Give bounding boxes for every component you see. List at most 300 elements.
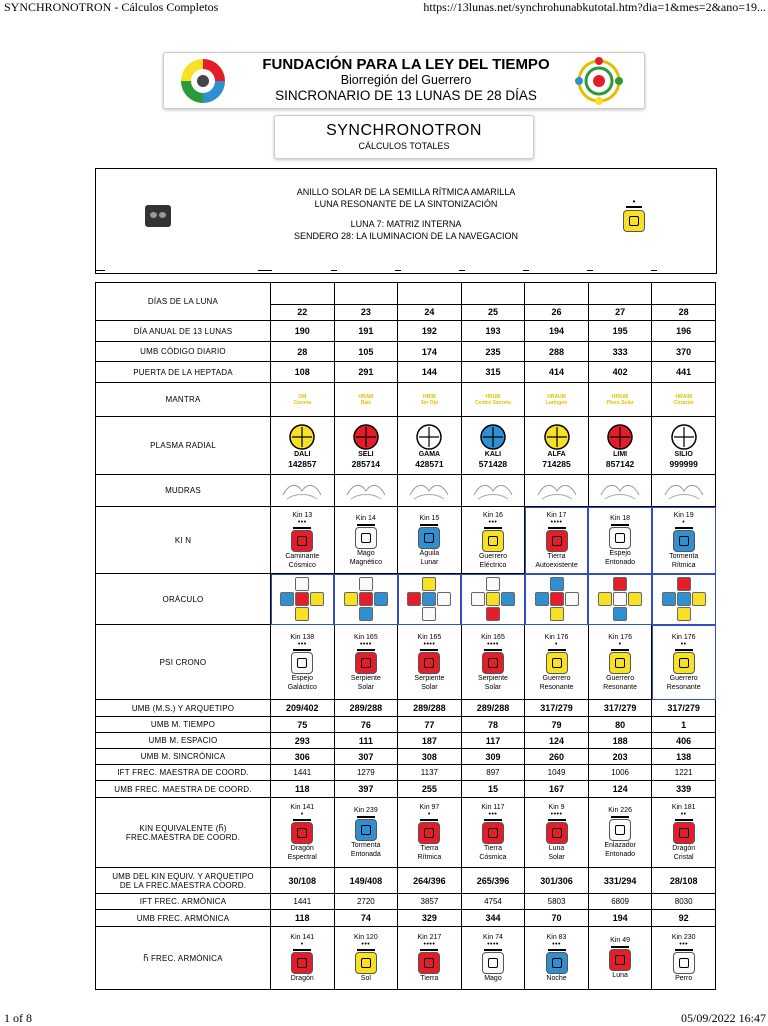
psi-kin-glyph-icon bbox=[418, 652, 440, 674]
cell-umb_eq: 149/408 bbox=[334, 868, 398, 894]
plasma-name: SILIO bbox=[674, 450, 693, 458]
psi-kin-glyph-icon bbox=[355, 652, 377, 674]
row-psi bbox=[96, 625, 716, 700]
cell-umb_eq: 265/396 bbox=[461, 868, 525, 894]
row-label-umb_eq bbox=[96, 868, 271, 894]
cell-sincro: 306 bbox=[271, 749, 335, 765]
row-label-mudras: MUDRAS bbox=[96, 475, 271, 507]
cell-umb_ms: 209/402 bbox=[271, 700, 335, 717]
cell-mudras bbox=[334, 475, 398, 507]
equiv-kin-glyph-icon bbox=[418, 822, 440, 844]
cell-mantra bbox=[588, 383, 652, 417]
synchronotron-title: SYNCHRONOTRON bbox=[326, 122, 482, 139]
plasma-value: 428571 bbox=[415, 458, 444, 469]
row-label-line-2: DE LA FREC.MAESTRA COORD. bbox=[119, 880, 247, 890]
print-header-url: https://13lunas.net/synchrohunabkutotal.htm?dia=1&mes=2&ano=19... bbox=[423, 0, 766, 14]
cell-sincro: 307 bbox=[334, 749, 398, 765]
cell-eq bbox=[525, 798, 589, 868]
harmonic-kin-glyph-icon bbox=[609, 949, 631, 971]
row-mantra bbox=[96, 383, 716, 417]
row-umbf bbox=[96, 781, 716, 798]
mantra-word: HRIM bbox=[423, 393, 436, 400]
day-number: 23 bbox=[335, 304, 398, 320]
cell-ift_arm: 4754 bbox=[461, 894, 525, 910]
harmonic-kin-number: Kin 120 bbox=[353, 934, 378, 941]
equiv-kin-name-2: Cósmica bbox=[479, 854, 507, 861]
equiv-kin-number: Kin 9 bbox=[548, 804, 565, 811]
synchronotron-subtitle: CÁLCULOS TOTALES bbox=[358, 141, 450, 151]
psi-kin-glyph-icon bbox=[546, 652, 568, 674]
kin-name-2: Magnético bbox=[349, 558, 382, 566]
psi-kin-tone-bar-icon bbox=[611, 649, 629, 651]
kin-glyph-icon bbox=[291, 530, 313, 552]
psi-kin-name-1: Serpiente bbox=[414, 674, 445, 682]
cell-mudras bbox=[588, 475, 652, 507]
psi-kin-tone-bar-icon bbox=[484, 649, 502, 651]
cell-oraculo bbox=[652, 574, 716, 625]
cell-dias bbox=[461, 283, 525, 321]
cell-ift: 1006 bbox=[588, 765, 652, 781]
cell-puerta: 315 bbox=[461, 362, 525, 383]
psi-kin-tone-bar-icon bbox=[357, 649, 375, 651]
psi-kin-number: Kin 176 bbox=[671, 633, 696, 641]
equiv-kin-tone-bar-icon bbox=[548, 819, 566, 821]
mantra-word: HRIUM bbox=[611, 393, 629, 400]
kin-number: Kin 15 bbox=[419, 514, 440, 522]
cell-plasma bbox=[334, 417, 398, 475]
psi-kin-glyph-icon bbox=[609, 652, 631, 674]
cell-kin bbox=[588, 507, 652, 574]
oracle-cross-icon bbox=[271, 577, 334, 621]
cell-ift_arm: 5803 bbox=[525, 894, 589, 910]
kin-name-2: Cósmico bbox=[288, 561, 316, 569]
row-label-line-2: FREC.MAESTRA DE COORD. bbox=[125, 832, 241, 842]
mudra-hands-icon bbox=[595, 477, 645, 503]
row-kin bbox=[96, 507, 716, 574]
cell-plasma bbox=[588, 417, 652, 475]
cell-mantra bbox=[652, 383, 716, 417]
row-label-line-1: UMB DEL KIN EQUIV. Y ARQUETIPO bbox=[112, 871, 254, 881]
equiv-kin-number: Kin 226 bbox=[608, 807, 632, 814]
row-label-umb_arm: UMB FREC. ARMÓNICA bbox=[96, 910, 271, 927]
cell-ift: 1049 bbox=[525, 765, 589, 781]
moon-image bbox=[145, 205, 171, 227]
equiv-kin-tone-dots-icon: ••• bbox=[488, 811, 498, 818]
kin-name-2: Lunar bbox=[420, 558, 439, 566]
harmonic-kin-glyph-icon bbox=[482, 952, 504, 974]
cell-umb_eq: 331/294 bbox=[588, 868, 652, 894]
kin-number: Kin 18 bbox=[610, 514, 631, 522]
banner-title: FUNDACIÓN PARA LA LEY DEL TIEMPO bbox=[262, 56, 550, 73]
equiv-kin-name-1: Tierra bbox=[483, 845, 502, 852]
psi-kin-name-2: Resonante bbox=[539, 683, 574, 691]
cell-umbf: 167 bbox=[525, 781, 589, 798]
plasma-name: ALFA bbox=[547, 450, 566, 458]
cell-oraculo bbox=[398, 574, 462, 625]
cell-ift_arm: 8030 bbox=[652, 894, 716, 910]
cell-plasma bbox=[271, 417, 335, 475]
psi-kin-tone-bar-icon bbox=[548, 649, 566, 651]
kin-glyph-icon bbox=[418, 527, 440, 549]
mudra-hands-icon bbox=[468, 477, 518, 503]
cell-tiempo: 77 bbox=[398, 717, 462, 733]
info-box bbox=[95, 168, 717, 274]
plasma-value: 571428 bbox=[478, 458, 508, 469]
plasma-value: 285714 bbox=[351, 458, 381, 469]
equiv-kin-name-1: Enlazador bbox=[604, 842, 636, 849]
psi-kin-name-1: Guerrero bbox=[606, 674, 635, 682]
cell-umb_eq: 301/306 bbox=[525, 868, 589, 894]
cell-ift_arm: 3857 bbox=[398, 894, 462, 910]
kin-glyph-icon bbox=[355, 527, 377, 549]
cell-psi bbox=[652, 625, 716, 700]
harmonic-kin-tone-bar-icon bbox=[548, 949, 566, 951]
harmonic-kin-tone-bar-icon bbox=[484, 949, 502, 951]
row-label-ift: IFT FREC. MAESTRA DE COORD. bbox=[96, 765, 271, 781]
radial-plasma-icon bbox=[288, 423, 316, 451]
harmonic-kin-tone-bar-icon bbox=[357, 949, 375, 951]
psi-kin-name-2: Resonante bbox=[666, 683, 701, 691]
harmonic-kin-tone-bar-icon bbox=[420, 949, 438, 951]
mantra-chakra: Plexo Solar bbox=[606, 399, 634, 406]
equiv-kin-tone-bar-icon bbox=[420, 819, 438, 821]
day-number: 25 bbox=[462, 304, 525, 320]
cell-umbf: 255 bbox=[398, 781, 462, 798]
row-sincro bbox=[96, 749, 716, 765]
equiv-kin-glyph-icon bbox=[546, 822, 568, 844]
kin-number: Kin 19 bbox=[673, 511, 694, 519]
cell-ift_arm: 2720 bbox=[334, 894, 398, 910]
cell-kin bbox=[461, 507, 525, 574]
radial-plasma-icon bbox=[606, 423, 634, 451]
psi-kin-tone-dots-icon: ••• bbox=[297, 640, 307, 648]
equiv-kin-name-2: Entonada bbox=[350, 851, 381, 858]
cell-ift: 1221 bbox=[652, 765, 716, 781]
plasma-value: 714285 bbox=[542, 458, 571, 469]
row-label-ift_arm: IFT FREC. ARMÓNICA bbox=[96, 894, 271, 910]
psi-kin-tone-bar-icon bbox=[675, 649, 693, 651]
cell-arm bbox=[334, 927, 398, 990]
cell-mantra bbox=[398, 383, 462, 417]
harmonic-kin-name-1: Dragón bbox=[290, 975, 314, 982]
kin-name-1: Mago bbox=[357, 549, 375, 557]
cell-dias bbox=[271, 283, 335, 321]
row-espacio bbox=[96, 733, 716, 749]
row-umb_ms bbox=[96, 700, 716, 717]
psi-kin-glyph-icon bbox=[291, 652, 313, 674]
harmonic-kin-glyph-icon bbox=[291, 952, 313, 974]
row-label-codigo: UMB CÓDIGO DIARIO bbox=[96, 342, 271, 362]
psi-kin-name-1: Espejo bbox=[291, 674, 313, 682]
mantra-chakra: Raíz bbox=[360, 399, 371, 406]
cell-espacio: 406 bbox=[652, 733, 716, 749]
harmonic-kin-number: Kin 141 bbox=[290, 934, 315, 941]
equiv-kin-name-2: Entonado bbox=[605, 851, 636, 858]
print-header-title: SYNCHRONOTRON - Cálculos Completos bbox=[4, 0, 219, 14]
kin-number: Kin 13 bbox=[292, 511, 313, 519]
equiv-kin-tone-dots-icon: • bbox=[300, 811, 304, 818]
cell-umb_ms: 289/288 bbox=[461, 700, 525, 717]
day-number: 27 bbox=[589, 304, 652, 320]
harmonic-kin-name-1: Perro bbox=[675, 975, 693, 982]
cell-psi bbox=[588, 625, 652, 700]
mudra-hands-icon bbox=[404, 477, 454, 503]
cell-mudras bbox=[461, 475, 525, 507]
cell-anual: 194 bbox=[525, 321, 589, 342]
cell-dias bbox=[652, 283, 716, 321]
kin-name-1: Espejo bbox=[609, 549, 631, 557]
equiv-kin-number: Kin 181 bbox=[671, 804, 696, 811]
row-codigo bbox=[96, 342, 716, 362]
cell-espacio: 187 bbox=[398, 733, 462, 749]
cell-plasma bbox=[652, 417, 716, 475]
cell-umb_eq: 28/108 bbox=[652, 868, 716, 894]
harmonic-kin-number: Kin 217 bbox=[417, 934, 442, 941]
harmonic-kin-name-1: Tierra bbox=[420, 975, 439, 982]
kin-tone-bar-icon bbox=[484, 527, 502, 529]
equiv-kin-name-2: Cristal bbox=[673, 854, 694, 861]
cell-codigo: 370 bbox=[652, 342, 716, 362]
psi-kin-tone-bar-icon bbox=[420, 649, 438, 651]
equiv-kin-number: Kin 117 bbox=[481, 804, 505, 811]
mantra-word: OM bbox=[298, 393, 307, 400]
cell-ift: 1279 bbox=[334, 765, 398, 781]
cell-ift: 897 bbox=[461, 765, 525, 781]
kin-name-1: Guerrero bbox=[478, 552, 507, 560]
equiv-kin-glyph-icon bbox=[291, 822, 313, 844]
row-label-eq bbox=[96, 798, 271, 868]
cell-puerta: 108 bbox=[271, 362, 335, 383]
equiv-kin-tone-bar-icon bbox=[357, 816, 375, 818]
psi-kin-name-2: Solar bbox=[484, 683, 502, 691]
cell-umb_ms: 317/279 bbox=[588, 700, 652, 717]
psi-kin-tone-dots-icon: •• bbox=[680, 640, 687, 648]
kin-name-1: Tormenta bbox=[669, 552, 699, 560]
kin-tone-dots-icon: • bbox=[682, 518, 686, 526]
kin-number: Kin 14 bbox=[355, 514, 376, 522]
cell-anual: 193 bbox=[461, 321, 525, 342]
info-line-1: ANILLO SOLAR DE LA SEMILLA RÍTMICA AMARILLA bbox=[296, 187, 516, 197]
day-number: 24 bbox=[398, 304, 461, 320]
row-umb_eq bbox=[96, 868, 716, 894]
kin-glyph-icon bbox=[546, 530, 568, 552]
oracle-cross-icon bbox=[398, 577, 461, 621]
mantra-chakra: Corazón bbox=[673, 399, 694, 406]
harmonic-kin-tone-dots-icon: •••• bbox=[423, 941, 436, 948]
cell-plasma bbox=[461, 417, 525, 475]
cell-psi bbox=[461, 625, 525, 700]
kin-tone-bar-icon bbox=[548, 527, 566, 529]
cell-codigo: 333 bbox=[588, 342, 652, 362]
mantra-chakra: Centro Secreto bbox=[475, 399, 511, 406]
plasma-name: GAMA bbox=[418, 450, 441, 458]
day-number: 28 bbox=[652, 304, 715, 320]
info-box-ticks bbox=[95, 270, 717, 276]
cell-umb_eq: 30/108 bbox=[271, 868, 335, 894]
row-umb_arm bbox=[96, 910, 716, 927]
row-label-dias: DÍAS DE LA LUNA bbox=[96, 283, 271, 321]
cell-plasma bbox=[525, 417, 589, 475]
psi-kin-number: Kin 165 bbox=[417, 633, 442, 641]
cell-ift: 1137 bbox=[398, 765, 462, 781]
kin-tone-dots-icon: •••• bbox=[550, 518, 563, 526]
cell-ift: 1441 bbox=[271, 765, 335, 781]
row-dias bbox=[96, 283, 716, 321]
info-line-2: LUNA RESONANTE DE LA SINTONIZACIÓN bbox=[314, 199, 498, 209]
equiv-kin-glyph-icon bbox=[673, 822, 695, 844]
foundation-logo-right-icon bbox=[569, 57, 629, 105]
cell-umbf: 15 bbox=[461, 781, 525, 798]
cell-umb_ms: 317/279 bbox=[525, 700, 589, 717]
radial-plasma-icon bbox=[543, 423, 571, 451]
psi-kin-tone-dots-icon: • bbox=[618, 640, 622, 648]
plasma-value: 857142 bbox=[605, 458, 635, 469]
cell-codigo: 28 bbox=[271, 342, 335, 362]
oracle-cross-icon bbox=[525, 577, 588, 621]
mantra-word: HRAM bbox=[358, 393, 374, 400]
cell-eq bbox=[271, 798, 335, 868]
kin-name-2: Rítmica bbox=[671, 561, 696, 569]
harmonic-kin-glyph-icon bbox=[546, 952, 568, 974]
harmonic-kin-number: Kin 230 bbox=[671, 934, 696, 941]
cell-codigo: 235 bbox=[461, 342, 525, 362]
cell-tiempo: 80 bbox=[588, 717, 652, 733]
row-mudras bbox=[96, 475, 716, 507]
foundation-banner bbox=[163, 52, 645, 109]
cell-eq bbox=[461, 798, 525, 868]
cell-dias bbox=[525, 283, 589, 321]
row-anual bbox=[96, 321, 716, 342]
harmonic-kin-number: Kin 83 bbox=[546, 934, 567, 941]
cell-oraculo bbox=[525, 574, 589, 625]
plasma-value: 999999 bbox=[669, 458, 698, 469]
kin-name-1: Tierra bbox=[547, 552, 566, 560]
equiv-kin-number: Kin 141 bbox=[290, 804, 315, 811]
psi-kin-number: Kin 138 bbox=[290, 633, 315, 641]
row-label-puerta: PUERTA DE LA HEPTADA bbox=[96, 362, 271, 383]
radial-plasma-icon bbox=[479, 423, 507, 451]
kin-glyph-icon bbox=[673, 530, 695, 552]
cell-eq bbox=[334, 798, 398, 868]
cell-codigo: 105 bbox=[334, 342, 398, 362]
equiv-kin-glyph-icon bbox=[609, 819, 631, 841]
harmonic-kin-name-1: Mago bbox=[484, 975, 502, 982]
cell-sincro: 138 bbox=[652, 749, 716, 765]
row-label-umbf: UMB FREC. MAESTRA DE COORD. bbox=[96, 781, 271, 798]
row-eq bbox=[96, 798, 716, 868]
cell-ift_arm: 1441 bbox=[271, 894, 335, 910]
harmonic-kin-tone-dots-icon: •••• bbox=[487, 941, 499, 948]
cell-mantra bbox=[461, 383, 525, 417]
row-ift bbox=[96, 765, 716, 781]
cell-oraculo bbox=[461, 574, 525, 625]
mantra-word: HRUM bbox=[485, 393, 501, 400]
cell-eq bbox=[398, 798, 462, 868]
harmonic-kin-tone-dots-icon: ••• bbox=[361, 941, 371, 948]
kin-number: Kin 16 bbox=[483, 511, 503, 519]
harmonic-kin-glyph-icon bbox=[418, 952, 440, 974]
banner-tagline: SINCRONARIO DE 13 LUNAS DE 28 DÍAS bbox=[275, 88, 537, 103]
kin-number: Kin 17 bbox=[546, 511, 567, 519]
equiv-kin-tone-dots-icon: •• bbox=[680, 811, 687, 818]
cell-umb_arm: 92 bbox=[652, 910, 716, 927]
equiv-kin-number: Kin 97 bbox=[419, 804, 440, 811]
equiv-kin-tone-dots-icon: • bbox=[427, 811, 431, 818]
cell-tiempo: 75 bbox=[271, 717, 335, 733]
row-label-kin: KI N bbox=[96, 507, 271, 574]
harmonic-kin-tone-dots-icon: ••• bbox=[552, 941, 561, 948]
cell-tiempo: 79 bbox=[525, 717, 589, 733]
harmonic-kin-glyph-icon bbox=[673, 952, 695, 974]
row-ift_arm bbox=[96, 894, 716, 910]
cell-anual: 190 bbox=[271, 321, 335, 342]
row-label-espacio: UMB M. ESPACIO bbox=[96, 733, 271, 749]
plasma-name: KALI bbox=[484, 450, 502, 458]
radial-plasma-icon bbox=[415, 423, 443, 451]
kin-tone-bar-icon bbox=[357, 524, 375, 526]
cell-umb_arm: 118 bbox=[271, 910, 335, 927]
psi-kin-tone-dots-icon: • bbox=[555, 640, 558, 648]
cell-umb_arm: 74 bbox=[334, 910, 398, 927]
day-number: 22 bbox=[271, 304, 334, 320]
cell-anual: 196 bbox=[652, 321, 716, 342]
cell-arm bbox=[461, 927, 525, 990]
harmonic-kin-tone-dots-icon: ••• bbox=[679, 941, 689, 948]
kin-name-1: Águila bbox=[419, 549, 440, 557]
row-tiempo bbox=[96, 717, 716, 733]
cell-mudras bbox=[652, 475, 716, 507]
harmonic-kin-name-1: Noche bbox=[546, 975, 567, 982]
row-label-sincro: UMB M. SINCRÓNICA bbox=[96, 749, 271, 765]
cell-mudras bbox=[525, 475, 589, 507]
row-label-line-1: KIN EQUIVALENTE (Ⴌ) bbox=[139, 823, 227, 833]
cell-psi bbox=[334, 625, 398, 700]
cell-anual: 192 bbox=[398, 321, 462, 342]
cell-kin bbox=[271, 507, 335, 574]
cell-codigo: 174 bbox=[398, 342, 462, 362]
psi-kin-glyph-icon bbox=[673, 652, 695, 674]
cell-arm bbox=[588, 927, 652, 990]
harmonic-kin-tone-bar-icon bbox=[611, 946, 629, 948]
cell-psi bbox=[398, 625, 462, 700]
psi-kin-name-1: Serpiente bbox=[350, 674, 381, 682]
oracle-cross-icon bbox=[335, 577, 398, 621]
oracle-cross-icon bbox=[589, 577, 652, 621]
harmonic-kin-number: Kin 74 bbox=[483, 934, 503, 941]
equiv-kin-name-2: Espectral bbox=[287, 854, 317, 861]
cell-tiempo: 76 bbox=[334, 717, 398, 733]
kin-tone-dots-icon: ••• bbox=[488, 518, 498, 526]
cell-sincro: 308 bbox=[398, 749, 462, 765]
cell-puerta: 144 bbox=[398, 362, 462, 383]
print-footer-date: 05/09/2022 16:47 bbox=[680, 1011, 766, 1025]
oracle-cross-icon bbox=[462, 577, 525, 621]
row-plasma bbox=[96, 417, 716, 475]
mantra-word: HRAUM bbox=[547, 393, 566, 400]
cell-puerta: 291 bbox=[334, 362, 398, 383]
banner-subtitle: Biorregión del Guerrero bbox=[340, 73, 472, 87]
kin-tone-bar-icon bbox=[420, 524, 438, 526]
cell-umb_eq: 264/396 bbox=[398, 868, 462, 894]
kin-tone-dots-icon: ••• bbox=[297, 518, 307, 526]
kin-glyph-icon bbox=[482, 530, 504, 552]
harmonic-kin-name-1: Sol bbox=[360, 975, 371, 982]
mudra-hands-icon bbox=[659, 477, 709, 503]
psi-kin-name-1: Guerrero bbox=[669, 674, 698, 682]
psi-kin-name-2: Solar bbox=[421, 683, 438, 691]
psi-kin-tone-dots-icon: •••• bbox=[423, 640, 436, 648]
cell-umb_ms: 289/288 bbox=[334, 700, 398, 717]
